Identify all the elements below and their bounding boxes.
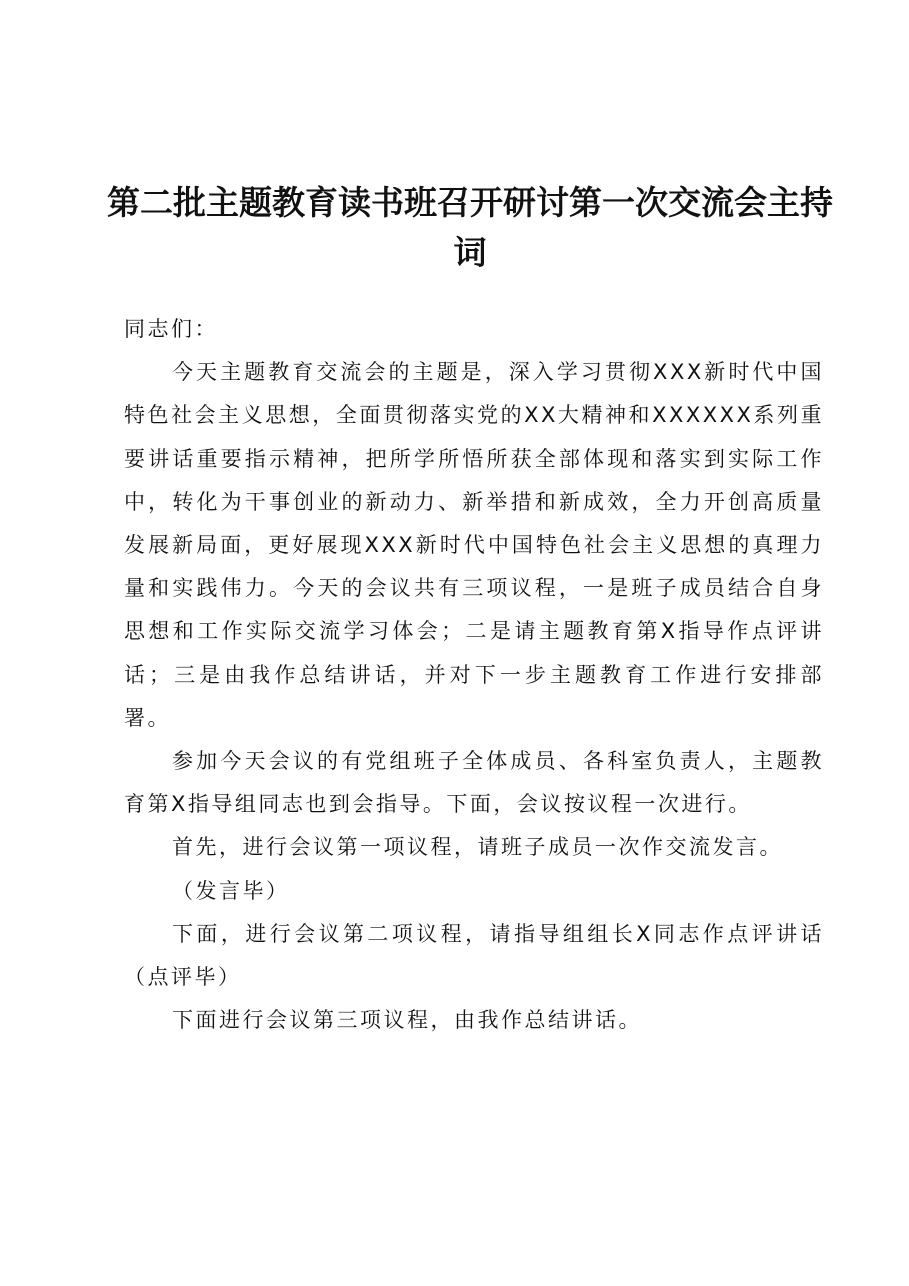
- paragraph-attendees: 参加今天会议的有党组班子全体成员、各科室负责人，主题教育第X指导组同志也到会指导。下面，会议按议程一次进行。: [124, 749, 824, 817]
- document-title: 第二批主题教育读书班召开研讨第一次交流会主持词: [107, 183, 833, 272]
- salutation: 同志们：: [124, 317, 218, 341]
- paragraph-first-item: 首先，进行会议第一项议程，请班子成员一次作交流发言。: [172, 835, 783, 860]
- paragraph-agenda-intro: 今天主题教育交流会的主题是，深入学习贯彻XXX新时代中国特色社会主义思想，全面贯彻落实党的XX大精神和XXXXXX系列重要讲话重要指示精神，把所学所悟所获全部体现和落实到实际工作中，转化为干事创业的新动力、新举措和新成效，全力开创高质量发展新局面，更好展现XXX新时代中国特色社会主义思想的真理力量和实践伟力。今天的会议共有三项议程，一是班子成员结合自身思想和工作实际交流学习体会；二是请主题教育第X指导作点评讲话；三是由我作总结讲话，并对下一步主题教育工作进行安排部署。: [124, 360, 824, 730]
- paragraph-second-item: 下面，进行会议第二项议程，请指导组组长X同志作点评讲话（点评毕）: [124, 921, 824, 990]
- paragraph-third-item: 下面进行会议第三项议程，由我作总结讲话。: [172, 1008, 642, 1033]
- paragraph-speech-done: （发言毕）: [172, 878, 290, 903]
- document-body: [124, 308, 824, 1042]
